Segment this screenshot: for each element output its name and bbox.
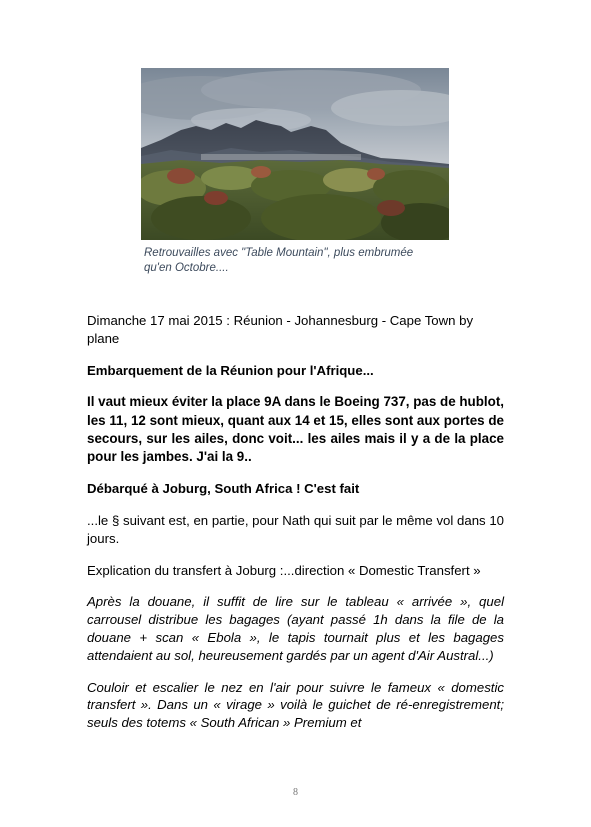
corridor-paragraph: Couloir et escalier le nez en l'air pour suivre le fameux « domestic transfert ». Dans un « virage » voilà le guichet de ré-enregistrement; seuls des totems « South African » Premium et	[87, 679, 504, 731]
table-mountain-photo	[141, 68, 449, 240]
customs-paragraph: Après la douane, il suffit de lire sur le tableau « arrivée », quel carrousel distribue les bagages (ayant passé 1h dans la file de la douane + scan « Ebola », le tapis tournait plus et les bagages attendaient au sol, heureusement gardés par un agent d'Air Austral...)	[87, 594, 504, 663]
seat-advice-paragraph: Il vaut mieux éviter la place 9A dans le Boeing 737, pas de hublot, les 11, 12 sont mieux, quant aux 14 et 15, elles sont aux portes de secours, sur les ailes, donc voit... les ailes mais il y a de la place pour les jambes. J'ai la 9..	[87, 394, 504, 464]
page-number: 8	[293, 787, 298, 798]
article-body	[87, 312, 504, 746]
note-paragraph: ...le § suivant est, en partie, pour Nath qui suit par le même vol dans 10 jours.	[87, 513, 504, 546]
photo-caption: Retrouvailles avec "Table Mountain", plus embrumée qu'en Octobre....	[144, 247, 414, 274]
embarkation-heading: Embarquement de la Réunion pour l'Afrique...	[87, 362, 374, 378]
transfer-heading: Explication du transfert à Joburg :...direction « Domestic Transfert »	[87, 562, 481, 578]
date-heading: Dimanche 17 mai 2015 : Réunion - Johannesburg - Cape Town by plane	[87, 313, 474, 346]
arrival-heading: Débarqué à Joburg, South Africa ! C'est fait	[87, 481, 360, 497]
